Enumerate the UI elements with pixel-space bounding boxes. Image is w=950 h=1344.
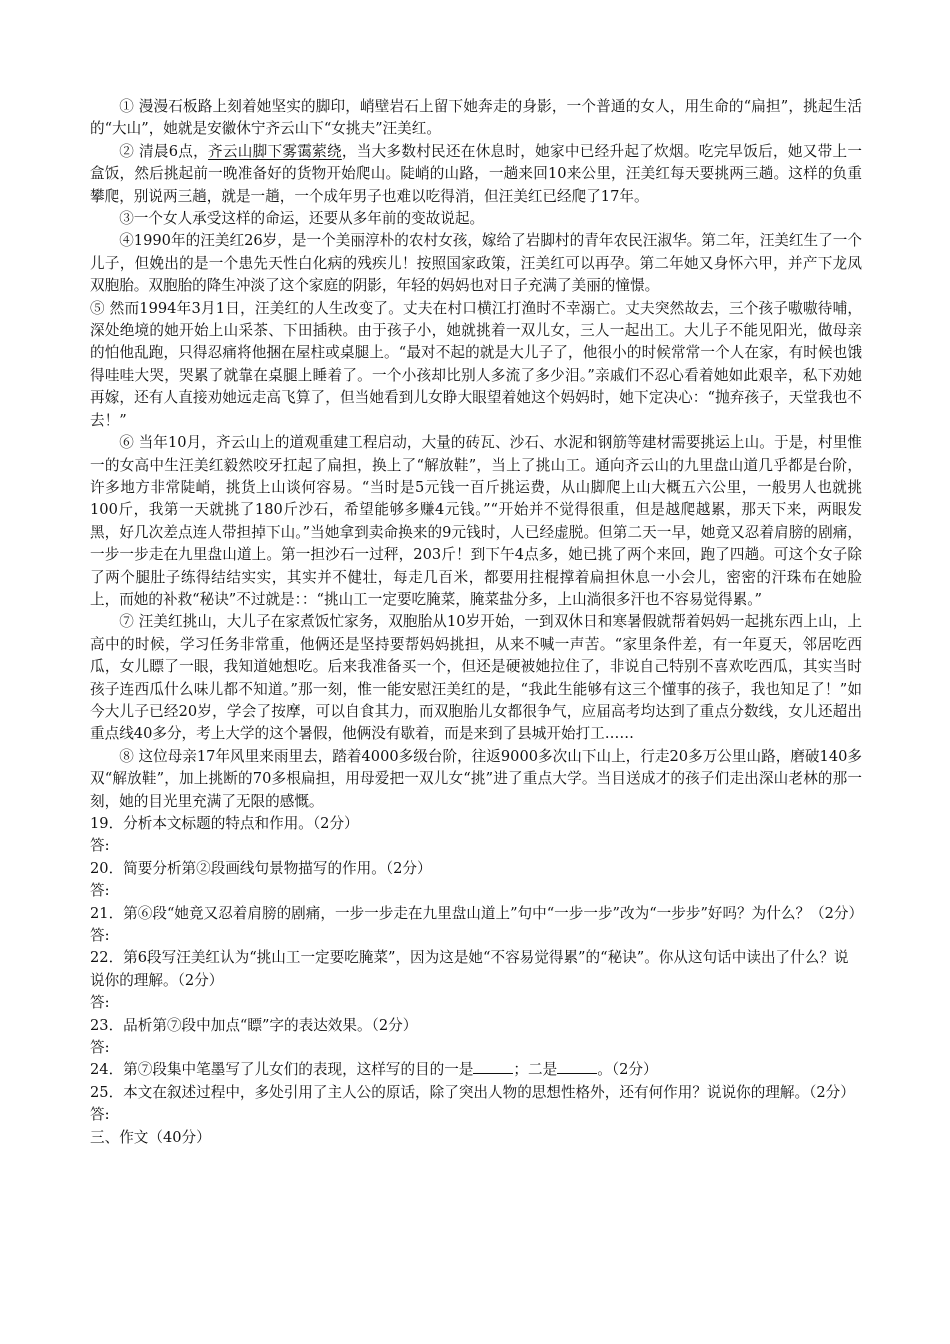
paragraph-3: ③一个女人承受这样的命运，还要从多年前的变故说起。 <box>119 210 485 228</box>
paragraph-6: ⑥ 当年10月，齐云山上的道观重建工程启动，大量的砖瓦、沙石、水泥和钢筋等建材需要挑运上山。于是，村里惟一的女高中生汪美红毅然咬牙扛起了扁担，换上了“解放鞋”，当上了挑山工。通向齐云山的九里盘山道几乎都是台阶，许多地方非常陡峭，挑货上山谈何容易。“当时是5元钱一百斤挑运费，从山脚爬上山大概五六公里，一般男人也就挑100斤，我第一天就挑了180斤沙石，希望能够多赚4元钱。”“开始并不觉得很重，但是越爬越累，那天下来，两眼发黑，好几次差点连人带担掉下山。”当她拿到卖命换来的9元钱时，人已经虚脱。但第二天一早，她竟又忍着肩膀的剧痛，一步一步走在九里盘山道上。第一担沙石一过秤，203斤！到下午4点多，她已挑了两个来回，跑了四趟。可这个女子除了两个腿肚子练得结结实实，其实并不健壮，每走几百米，都要用拄棍撑着扁担休息一小会儿，密密的汗珠布在她脸上，而她的补救“秘诀”不过就是：：“挑山工一定要吃腌菜，腌菜盐分多，上山淌很多汗也不容易觉得累。” <box>90 434 862 608</box>
question-24-part-a: 24．第⑦段集中笔墨写了儿女们的表现，这样写的目的一是 <box>90 1061 474 1079</box>
question-24-part-b: ；二是 <box>513 1061 558 1079</box>
paragraph-7: ⑦ 汪美红挑山，大儿子在家煮饭忙家务，双胞胎从10岁开始，一到双休日和寒暑假就帮着妈妈一起挑东西上山，上高中的时候，学习任务非常重，他俩还是坚持要帮妈妈挑担，从来不喊一声苦。“家里条件差，有一年夏天，邻居吃西瓜，女儿瞟了一眼，我知道她想吃。后来我准备买一个，但还是硬被她拉住了，非说自己特别不喜欢吃西瓜，其实当时孩子连西瓜什么味儿都不知道。”那一刻，惟一能安慰汪美红的是，“我此生能够有这三个懂事的孩子，我也知足了！”如今大儿子已经20岁，学会了按摩，可以自食其力，而双胞胎儿女都很争气，应届高考均达到了重点分数线，女儿还超出重点线40多分，考上大学的这个暑假，他俩没有歇着，而是来到了县城开始打工…… <box>90 613 862 743</box>
question-22: 22．第6段写汪美红认为“挑山工一定要吃腌菜”，因为这是她“不容易觉得累”的“秘诀”。你从这句话中读出了什么？说说你的理解。（2分） <box>90 949 849 989</box>
answer-label-20: 答: <box>90 882 110 900</box>
question-19: 19．分析本文标题的特点和作用。（2分） <box>90 815 359 832</box>
answer-blank-1[interactable] <box>473 1059 513 1074</box>
paragraph-8: ⑧ 这位母亲17年风里来雨里去，踏着4000多级台阶，往返9000多次山下山上，行走20多万公里山路，磨破140多双“解放鞋”，加上挑断的70多根扁担，用母爱把一双儿女“挑”进了重点大学。当目送成才的孩子们走出深山老林的那一刻，她的目光里充满了无限的感慨。 <box>90 747 862 810</box>
paragraph-4: ④1990年的汪美红26岁，是一个美丽淳朴的农村女孩，嫁给了岩脚村的青年农民汪淑华。第二年，汪美红生了一个儿子，但娩出的是一个患先天性白化病的残疾儿！按照国家政策，汪美红可以再孕。第二年她又身怀六甲，并产下龙凤双胞胎。双胞胎的降生冲淡了这个家庭的阴影，年轻的妈妈也对日子充满了美丽的憧憬。 <box>90 232 862 295</box>
paragraph-1: ① 漫漫石板路上刻着她坚实的脚印，峭壁岩石上留下她奔走的身影，一个普通的女人，用生命的“扁担”，挑起生活的“大山”，她就是安徽休宁齐云山下“女挑夫”汪美红。 <box>90 98 862 138</box>
answer-label-19: 答: <box>90 837 110 855</box>
paragraph-2 <box>90 141 862 208</box>
question-21: 21．第⑥段“她竟又忍着肩膀的剧痛，一步一步走在九里盘山道上”句中“一步一步”改为“一步步”好吗？为什么？（2分） <box>90 904 864 922</box>
paragraph-5: ⑤ 然而1994年3月1日，汪美红的人生改变了。丈夫在村口横江打渔时不幸溺亡。丈夫突然故去，三个孩子嗷嗷待哺，深处绝境的她开始上山采茶、下田插秧。由于孩子小，她就挑着一双儿女，三人一起出工。大儿子不能见阳光，做母亲的怕他乱跑，只得忍痛将他捆在屋柱或桌腿上。“最对不起的就是大儿子了，他很小的时候常常一个人在家，有时候也饿得哇哇大哭，哭累了就靠在桌腿上睡着了。一个小孩却比别人多流了多少泪。”亲戚们不忍心看着她如此艰辛，私下劝她再嫁，还有人直接劝她远走高飞算了，但当她看到儿女睁大眼望着她这个妈妈时，她下定决心：“抛弃孩子，天堂我也不去！” <box>90 299 862 429</box>
answer-label-23: 答: <box>90 1039 110 1057</box>
underlined-sentence: 齐云山脚下雾霭萦绕 <box>208 142 342 160</box>
question-24-part-c: 。（2分） <box>597 1061 658 1079</box>
paragraph-2-start: ② 清晨6点， <box>119 142 209 160</box>
answer-label-22: 答: <box>90 994 110 1012</box>
answer-label-21: 答: <box>90 927 110 945</box>
questions-section <box>90 813 862 1149</box>
paragraph-2-rest: ，当大多数村民还在休息时，她家中已经升起了炊烟。吃完早饭后，她又带上一盒饭，然后挑起前一晚准备好的货物开始爬山。陡峭的山路，一趟来回10来公里，汪美红每天要挑两三趟。这样的负重攀爬，别说两三趟，就是一趟，一个成年男子也难以吃得消，但汪美红已经爬了17年。 <box>90 142 862 205</box>
answer-blank-2[interactable] <box>557 1059 597 1074</box>
composition-heading: 三、作文（40分） <box>90 1128 211 1146</box>
question-24 <box>90 1059 862 1081</box>
question-23: 23．品析第⑦段中加点“瞟”字的表达效果。（2分） <box>90 1016 418 1034</box>
question-20: 20．简要分析第②段画线句景物描写的作用。（2分） <box>90 859 432 877</box>
answer-label-25: 答: <box>90 1106 110 1124</box>
question-25: 25．本文在叙述过程中，多处引用了主人公的原话，除了突出人物的思想性格外，还有何作用？说说你的理解。（2分） <box>90 1083 855 1101</box>
reading-passage <box>90 96 862 813</box>
